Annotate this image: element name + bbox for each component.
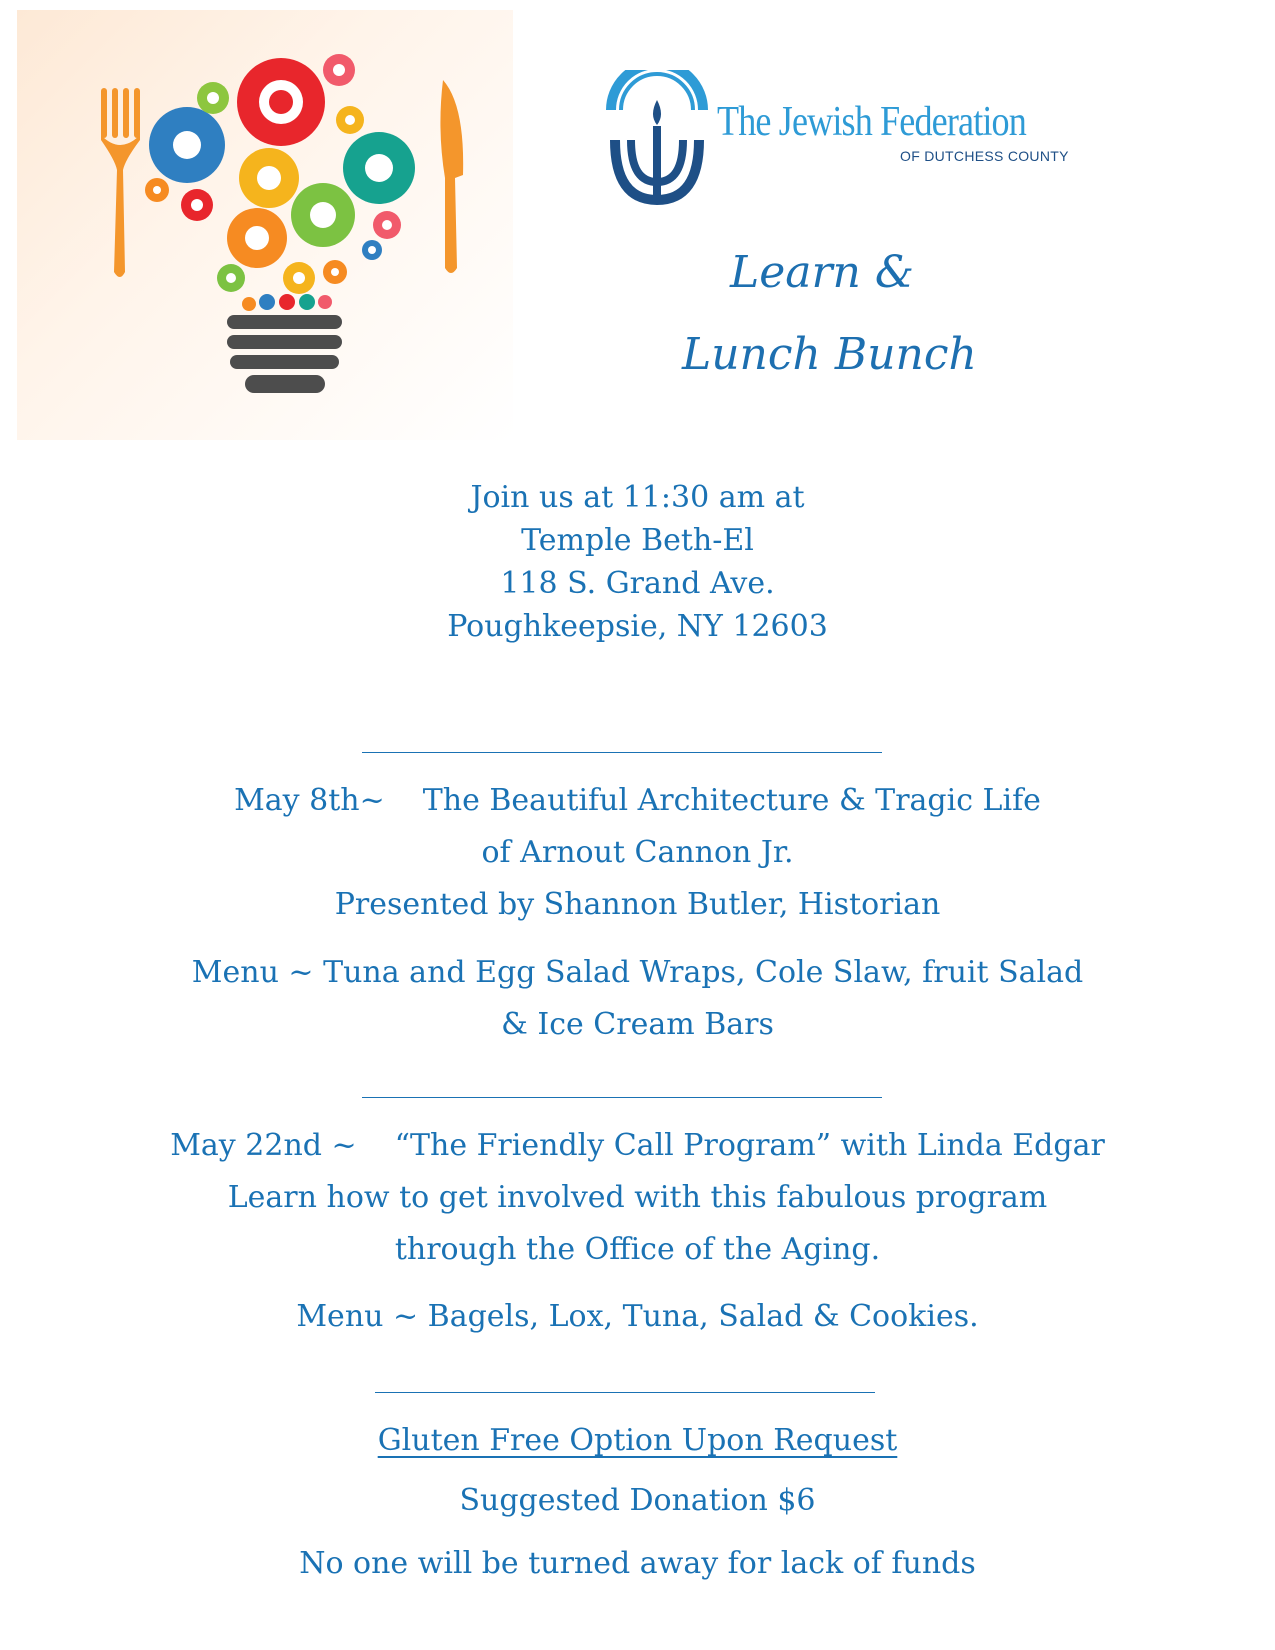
event-1-menu-line-1: Menu ~ Tuna and Egg Salad Wraps, Cole Slaw, fruit Salad	[191, 955, 1084, 990]
divider	[375, 1392, 875, 1393]
gluten-free-note	[0, 1423, 1275, 1458]
divider	[362, 752, 882, 753]
federation-subtitle: OF DUTCHESS COUNTY	[900, 148, 1069, 164]
event-1-menu	[0, 947, 1275, 1051]
federation-logo	[605, 70, 1075, 220]
title-line-1: Learn &	[730, 247, 915, 298]
event-1-menu-line-2: & Ice Cream Bars	[501, 1007, 774, 1042]
event-2-desc-line-1: Learn how to get involved with this fabulous program	[227, 1180, 1048, 1215]
venue-line-1: Join us at 11:30 am at	[470, 480, 805, 515]
event-1-title-line-1	[0, 775, 1275, 827]
event-2-date: May 22nd ~	[170, 1128, 357, 1163]
event-1-title-line-2: of Arnout Cannon Jr.	[481, 835, 794, 870]
page-title	[650, 232, 1070, 396]
event-2-title: “The Friendly Call Program” with Linda Edgar	[394, 1128, 1105, 1163]
gear-lightbulb-fork-knife-image	[17, 10, 513, 440]
event-2	[0, 1120, 1275, 1276]
suggested-donation: Suggested Donation $6	[459, 1483, 816, 1518]
event-2-title-line	[0, 1120, 1275, 1172]
menorah-logo-icon	[605, 70, 709, 220]
event-2-desc-line-2: through the Office of the Aging.	[394, 1232, 881, 1267]
venue-line-4: Poughkeepsie, NY 12603	[447, 609, 828, 644]
venue-line-2: Temple Beth-El	[521, 523, 754, 558]
event-1	[0, 775, 1275, 931]
federation-name: The Jewish Federation	[717, 99, 1026, 145]
event-1-presenter: Presented by Shannon Butler, Historian	[334, 887, 941, 922]
title-line-2: Lunch Bunch	[682, 329, 977, 380]
event-2-menu: Menu ~ Bagels, Lox, Tuna, Salad & Cookies.	[296, 1299, 979, 1334]
venue-block	[0, 476, 1275, 648]
gluten-free-text: Gluten Free Option Upon Request	[377, 1423, 898, 1458]
event-1-date: May 8th~	[234, 783, 385, 818]
funds-note: No one will be turned away for lack of funds	[299, 1546, 976, 1581]
event-1-title: The Beautiful Architecture & Tragic Life	[422, 783, 1041, 818]
divider	[362, 1097, 882, 1098]
gear-lightbulb-image	[17, 10, 513, 440]
venue-line-3: 118 S. Grand Ave.	[500, 566, 775, 601]
